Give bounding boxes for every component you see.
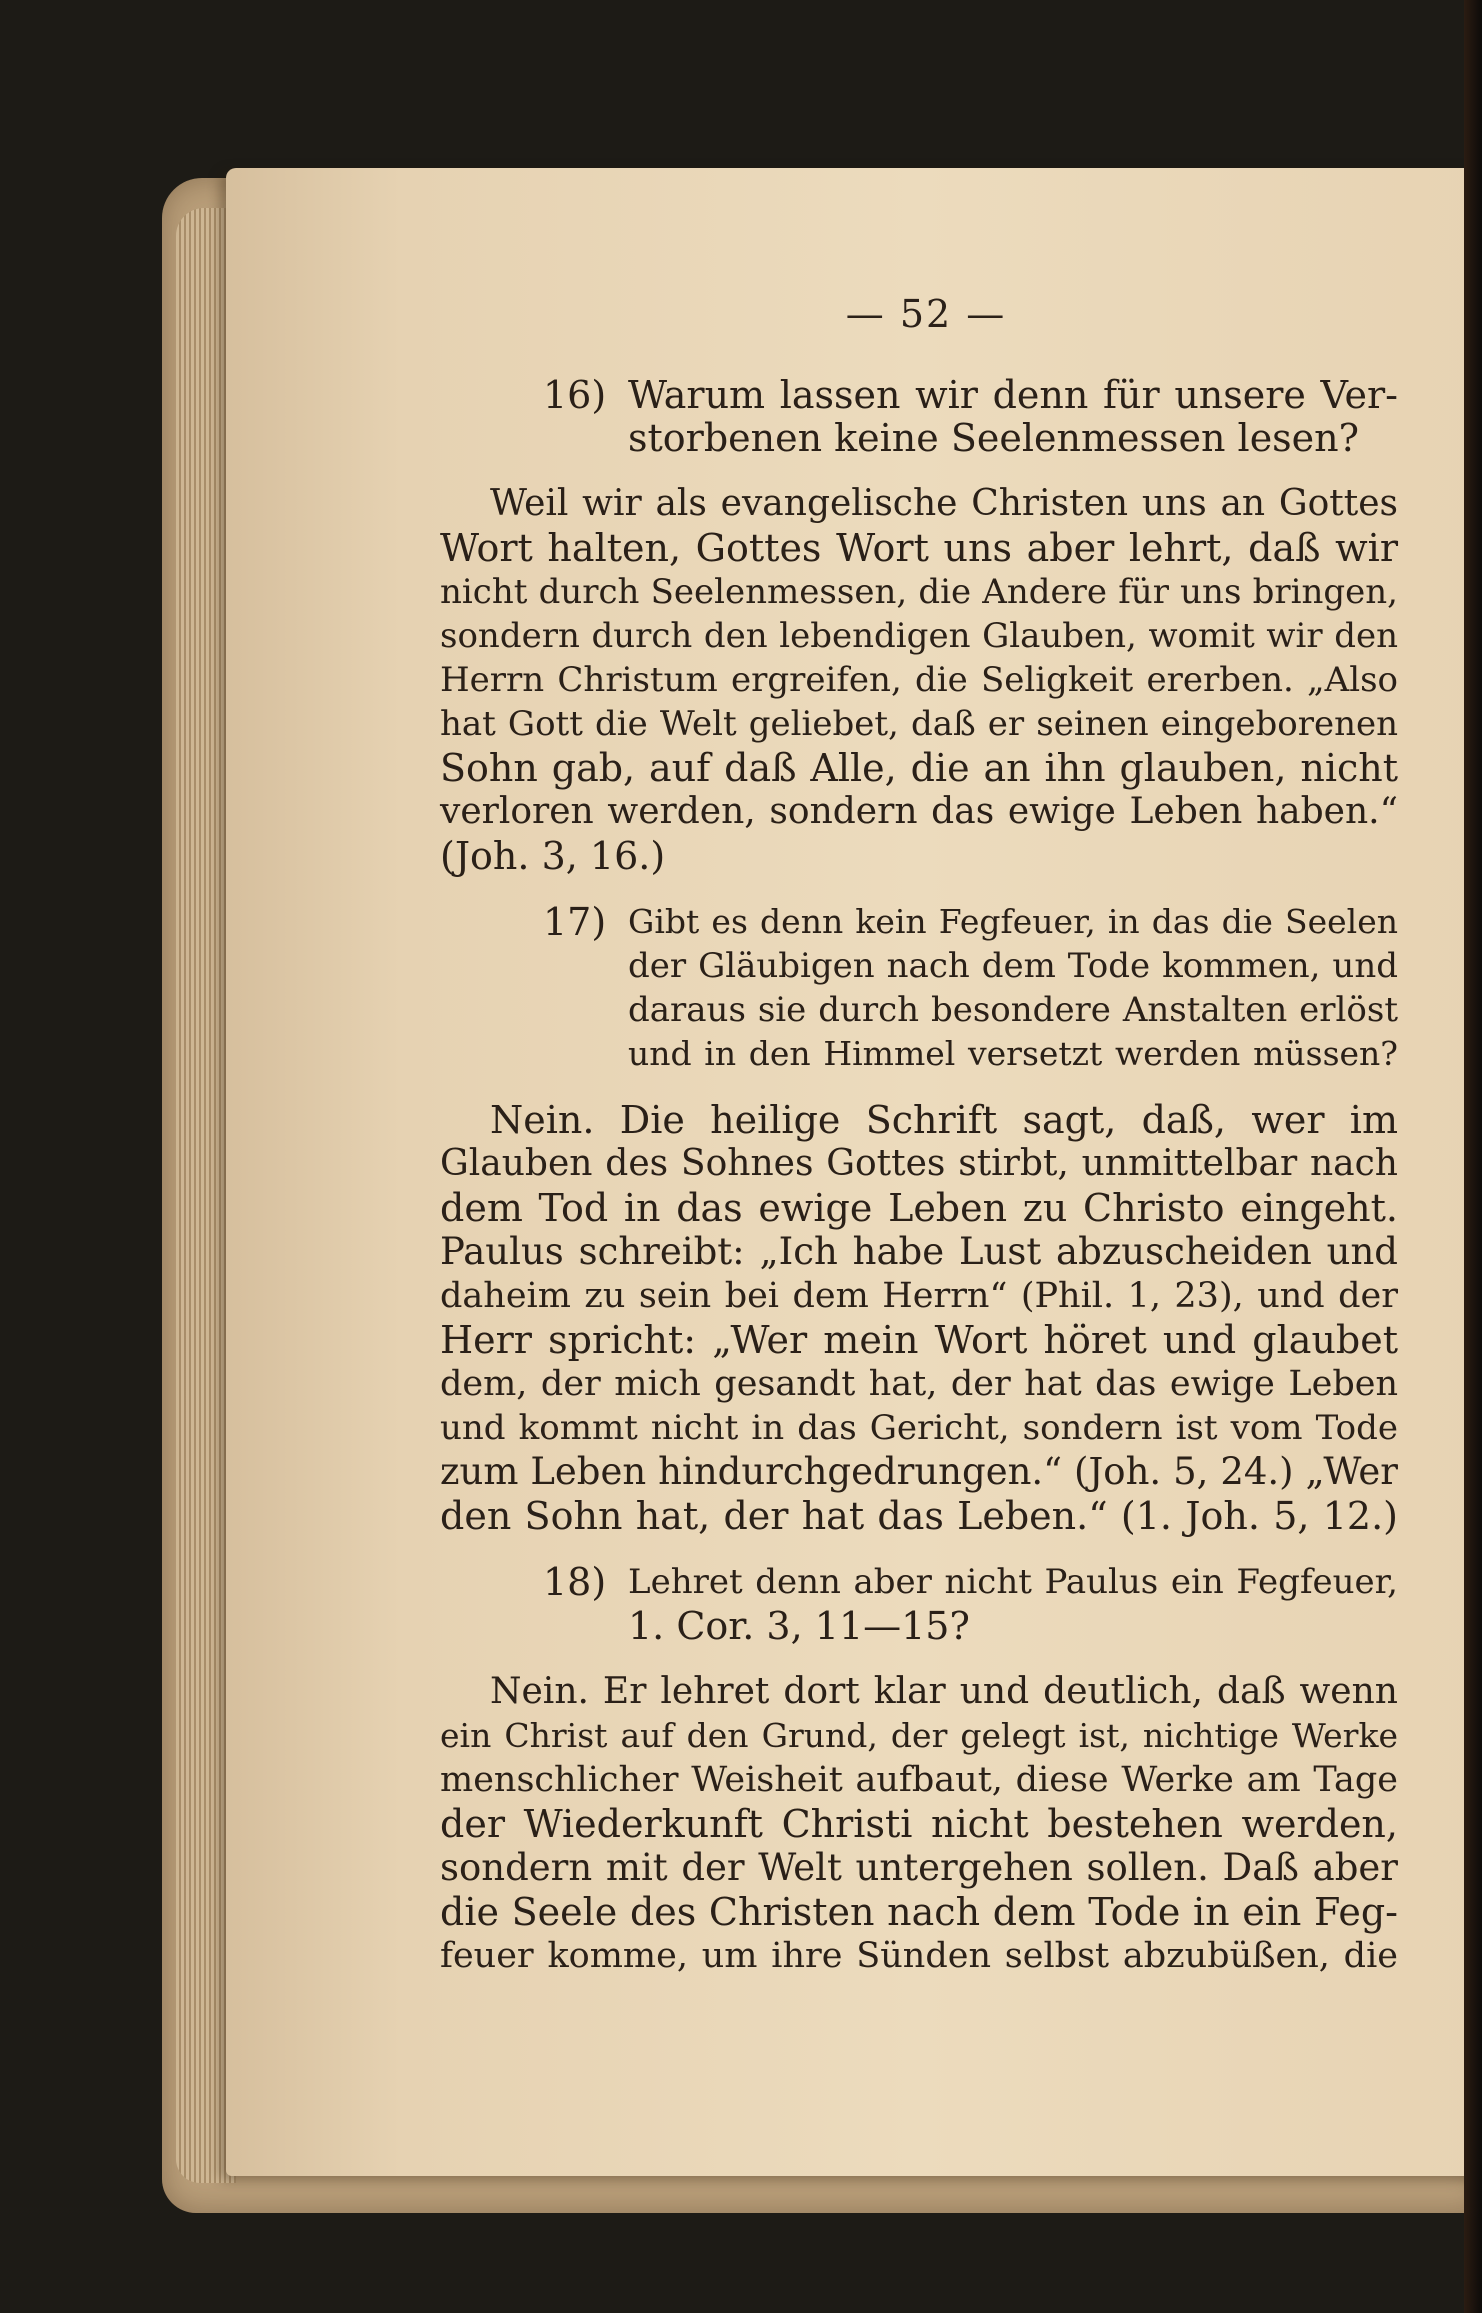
question-number: 17) [543, 900, 607, 944]
answer-line: zum Leben hindurchgedrungen.“ (Joh. 5, 24.) „Wer [440, 1450, 1398, 1493]
answer-line: und kommt nicht in das Gericht, sondern ist vom Tode [440, 1408, 1398, 1448]
answer-line: Herr spricht: „Wer mein Wort höret und glaubet [440, 1318, 1398, 1362]
answer-line: verloren werden, sondern das ewige Leben haben.“ [440, 791, 1398, 832]
question-line: der Gläubigen nach dem Tode kommen, und [628, 946, 1398, 986]
answer-line: der Wiederkunft Christi nicht bestehen werden, [440, 1802, 1398, 1846]
answer-line: Weil wir als evangelische Christen uns an Gottes [490, 483, 1398, 524]
answer-line: Herrn Christum ergreifen, die Seligkeit ererben. „Also [440, 660, 1398, 700]
answer-line: daheim zu sein bei dem Herrn“ (Phil. 1, 23), und der [440, 1276, 1398, 1316]
page-number: — 52 — [845, 292, 1007, 336]
answer-line: Nein. Er lehret dort klar und deutlich, daß wenn [490, 1671, 1398, 1712]
answer-line: Paulus schreibt: „Ich habe Lust abzuscheiden und [440, 1230, 1398, 1273]
question-line: Gibt es denn kein Fegfeuer, in das die Seelen [628, 902, 1398, 941]
answer-line: feuer komme, um ihre Sünden selbst abzubüßen, die [440, 1936, 1398, 1976]
question-line: 1. Cor. 3, 11—15? [628, 1604, 970, 1648]
answer-line: Sohn gab, auf daß Alle, die an ihn glauben, nicht [440, 746, 1398, 790]
answer-line: (Joh. 3, 16.) [440, 834, 666, 878]
question-line: Lehret denn aber nicht Paulus ein Fegfeuer, [628, 1562, 1398, 1602]
answer-line: dem, der mich gesandt hat, der hat das ewige Leben [440, 1364, 1398, 1404]
answer-line: Wort halten, Gottes Wort uns aber lehrt, daß wir [440, 526, 1398, 570]
answer-line: ein Christ auf den Grund, der gelegt ist, nichtige Werke [440, 1716, 1398, 1755]
answer-line: nicht durch Seelenmessen, die Andere für uns bringen, [440, 572, 1398, 612]
answer-line: den Sohn hat, der hat das Leben.“ (1. Joh. 5, 12.) [440, 1494, 1398, 1538]
answer-line: menschlicher Weisheit aufbaut, diese Werke am Tage [440, 1760, 1398, 1800]
answer-line: dem Tod in das ewige Leben zu Christo eingeht. [440, 1186, 1398, 1230]
answer-line: sondern mit der Welt untergehen sollen. Daß aber [440, 1846, 1398, 1889]
question-line: und in den Himmel versetzt werden müssen? [628, 1034, 1398, 1073]
question-line: daraus sie durch besondere Anstalten erlöst [628, 990, 1398, 1030]
right-book-cover [1464, 0, 1482, 2313]
answer-line: Glauben des Sohnes Gottes stirbt, unmittelbar nach [440, 1143, 1398, 1184]
question-number: 18) [543, 1560, 607, 1604]
question-line: Warum lassen wir denn für unsere Ver- [628, 373, 1398, 417]
answer-line: sondern durch den lebendigen Glauben, womit wir den [440, 616, 1398, 656]
answer-line: Nein. Die heilige Schrift sagt, daß, wer im [490, 1098, 1398, 1142]
question-number: 16) [543, 373, 607, 417]
question-line: storbenen keine Seelenmessen lesen? [628, 416, 1360, 460]
answer-line: hat Gott die Welt geliebet, daß er seinen eingeborenen [440, 704, 1398, 744]
answer-line: die Seele des Christen nach dem Tode in ein Feg- [440, 1890, 1398, 1934]
